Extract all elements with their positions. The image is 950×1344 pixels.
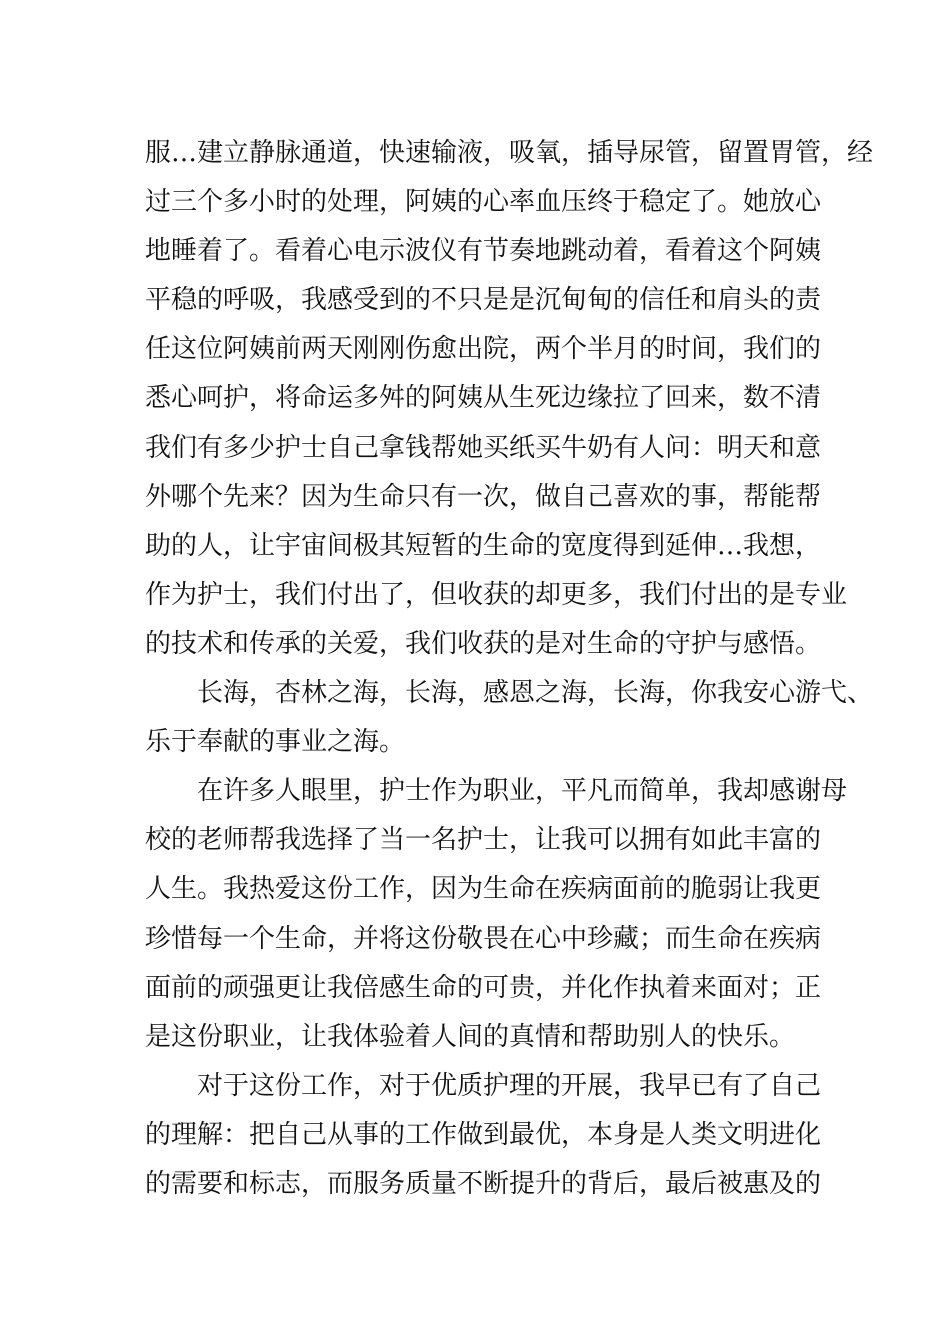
paragraph-4-line-3: 的需要和标志，而服务质量不断提升的背后，最后被惠及的 — [145, 1168, 822, 1199]
paragraph-4-line-2: 的理解：把自己从事的工作做到最优，本身是人类文明进化 — [145, 1119, 822, 1150]
paragraph-1-line-7: 我们有多少护士自己拿钱帮她买纸买牛奶有人问：明天和意 — [145, 432, 822, 463]
paragraph-3-line-4: 珍惜每一个生命，并将这份敬畏在心中珍藏；而生命在疾病 — [145, 923, 822, 954]
paragraph-1-line-5: 任这位阿姨前两天刚刚伤愈出院，两个半月的时间，我们的 — [145, 334, 822, 365]
paragraph-1-line-8: 外哪个先来？因为生命只有一次，做自己喜欢的事，帮能帮 — [145, 481, 822, 512]
paragraph-1-line-2: 过三个多小时的处理，阿姨的心率血压终于稳定了。她放心 — [145, 187, 822, 218]
paragraph-3-line-2: 校的老师帮我选择了当一名护士，让我可以拥有如此丰富的 — [145, 825, 822, 856]
paragraph-1-line-11: 的技术和传承的关爱，我们收获的是对生命的守护与感悟。 — [145, 628, 822, 659]
paragraph-3-line-5: 面前的顽强更让我倍感生命的可贵，并化作执着来面对；正 — [145, 972, 822, 1003]
paragraph-1-line-1: 服…建立静脉通道，快速输液，吸氧，插导尿管，留置胃管，经 — [145, 138, 874, 168]
paragraph-1-line-4: 平稳的呼吸，我感受到的不只是是沉甸甸的信任和肩头的责 — [145, 285, 822, 316]
paragraph-3-line-6: 是这份职业，让我体验着人间的真情和帮助别人的快乐。 — [145, 1021, 796, 1052]
paragraph-2-line-1: 长海，杏林之海，长海，感恩之海，长海，你我安心游弋、 — [197, 678, 874, 709]
paragraph-2-line-2: 乐于奉献的事业之海。 — [145, 727, 406, 758]
paragraph-1-line-10: 作为护士，我们付出了，但收获的却更多，我们付出的是专业 — [145, 579, 848, 610]
paragraph-1-line-9: 助的人，让宇宙间极其短暂的生命的宽度得到延伸…我想， — [145, 530, 822, 561]
paragraph-1-line-6: 悉心呵护，将命运多舛的阿姨从生死边缘拉了回来，数不清 — [145, 383, 822, 414]
paragraph-1-line-3: 地睡着了。看着心电示波仪有节奏地跳动着，看着这个阿姨 — [145, 236, 822, 267]
document-body — [145, 129, 874, 1209]
paragraph-4-line-1: 对于这份工作，对于优质护理的开展，我早已有了自己 — [197, 1070, 822, 1101]
paragraph-3-line-3: 人生。我热爱这份工作，因为生命在疾病面前的脆弱让我更 — [145, 874, 822, 905]
paragraph-3-line-1: 在许多人眼里，护士作为职业，平凡而简单，我却感谢母 — [197, 776, 848, 807]
